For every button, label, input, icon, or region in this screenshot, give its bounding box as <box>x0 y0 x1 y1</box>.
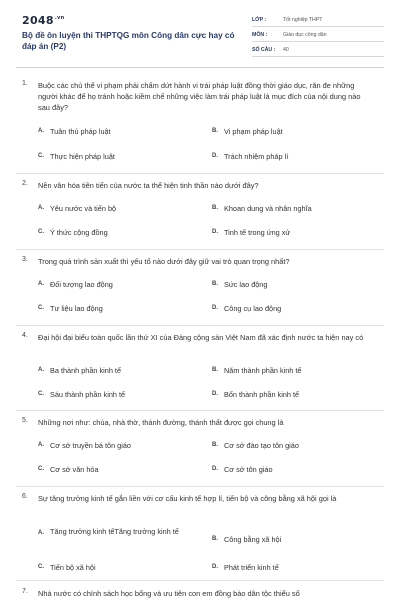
page-header <box>0 0 400 64</box>
option-b[interactable]: B. Sức lao động <box>212 280 268 289</box>
option-b[interactable]: B. Vi phạm pháp luật <box>212 127 283 136</box>
option-a[interactable]: A. Tuân thủ pháp luật <box>38 127 111 136</box>
question-text: Sự tăng trưởng kinh tế gắn liền với cơ cấu kinh tế hợp lí, tiến bộ và công bằng xã hội gọi là <box>38 494 337 503</box>
meta-question-count: SỐ CÂU : 40 <box>252 44 384 57</box>
option-a[interactable]: A. Yêu nước và tiến bộ <box>38 204 117 213</box>
option-a[interactable]: A. Cơ sở truyền bá tôn giáo <box>38 441 131 450</box>
option-c[interactable]: C. Sáu thành phần kinh tế <box>38 390 126 399</box>
question-divider <box>16 173 384 174</box>
header-divider <box>16 67 384 68</box>
option-d[interactable]: D. Bốn thành phần kinh tế <box>212 390 300 399</box>
document-meta <box>252 14 384 59</box>
meta-subject: MÔN : Giáo dục công dân <box>252 29 384 42</box>
option-a[interactable]: A. Ba thành phần kinh tế <box>38 366 121 375</box>
option-d[interactable]: D. Tinh tế trong ứng xử <box>212 228 291 237</box>
question-divider <box>16 325 384 326</box>
option-d[interactable]: D. Công cụ lao động <box>212 304 282 313</box>
question-divider <box>16 486 384 487</box>
question-divider <box>16 580 384 581</box>
question-divider <box>16 249 384 250</box>
question-text: Trong quá trình sản xuất thì yếu tố nào dưới đây giữ vai trò quan trọng nhất? <box>38 257 290 266</box>
option-d[interactable]: D. Cơ sở tôn giáo <box>212 465 273 474</box>
option-a[interactable]: A. Đối tượng lao động <box>38 280 113 289</box>
question-text: Buộc các chủ thể vi phạm phải chấm dứt hành vi trái pháp luật đồng thời giáo dục, răn đe những người khác để họ tránh hoặc kiềm chế những việc làm trái pháp luật là mục đích của nội dung nào sau đây? <box>38 81 361 112</box>
option-d[interactable]: D. Trách nhiệm pháp lí <box>212 152 289 161</box>
question-text: Đại hội đại biểu toàn quốc lần thứ XI của Đảng cộng sản Việt Nam đã xác định nước ta hiện nay có <box>38 333 364 342</box>
document-page: $2048^{.vn}$ Bộ đề ôn luyện thi THPTQG môn Công dân cực hay có đáp án (P2) LỚP : Tốt nghiệp THPT MÔN : Giáo dục công dân SỐ CÂU : 40 1. Buộc các chủ thể vi phạm phải chấm dứt hành vi trái pháp luật đồng thời giáo dục, răn đe những người khác để họ tránh hoặc kiềm chế những việc làm trái pháp luật là mục đích của nội dung nào sau đây? A. Tuân thủ pháp luật B. Vi phạm pháp luật C. Thực hiện pháp luật D. Trách nhiệm pháp lí 2. Nền văn hóa tiên tiến của nước ta thể hiện tinh thần nào dưới đây? A. Yêu nước và tiến bộ B. Khoan dung và nhân nghĩa C. Ý thức cộng đồng D. Tinh tế trong ứng xử 3. Trong quá trình sản xuất thì yếu tố nào dưới đây giữ vai trò quan trọng nhất? A. Đối tượng lao động B. Sức lao động C. Tư liệu lao động D. Công cụ lao động 4. Đại hội đại biểu toàn quốc lần thứ XI của Đảng cộng sản Việt Nam đã xác định nước ta hiện nay có A. Ba thành phần kinh tế B. Năm thành phần kinh tế C. Sáu thành phần kinh tế D. Bốn thành phần kinh tế 5. Những nơi như: chùa, nhà thờ, thánh đường, thánh thất được gọi chung là A. Cơ sở truyền bá tôn giáo B. Cơ sở đào tạo tôn giáo C. Cơ sở văn hóa D. Cơ sở tôn giáo 6. Sự tăng trưởng kinh tế gắn liền với cơ cấu kinh tế hợp lí, tiến bộ và công bằng xã hội gọi là A. Tăng trưởng kinh tếTăng trưởng kinh tế B. Công bằng xã hội C. Tiến bộ xã hội D. Phát triển kinh tế 7. Nhà nước có chính sách học bổng và ưu tiên con em đồng bào dân tộc thiểu số <box>0 0 400 600</box>
question-text: Nhà nước có chính sách học bổng và ưu tiên con em đồng bào dân tộc thiểu số <box>38 589 300 598</box>
option-c[interactable]: C. Ý thức cộng đồng <box>38 228 108 237</box>
option-b[interactable]: B. Năm thành phần kinh tế <box>212 366 302 375</box>
document-title: Bộ đề ôn luyện thi THPTQG môn Công dân cực hay có đáp án (P2) <box>22 31 235 51</box>
question-divider <box>16 410 384 411</box>
question-text: Những nơi như: chùa, nhà thờ, thánh đường, thánh thất được gọi chung là <box>38 418 284 427</box>
option-d[interactable]: D. Phát triển kinh tế <box>212 563 279 572</box>
option-b[interactable]: B. Khoan dung và nhân nghĩa <box>212 204 312 213</box>
option-a[interactable]: A. Tăng trưởng kinh tếTăng trưởng kinh tế <box>38 527 179 536</box>
question-text: Nền văn hóa tiên tiến của nước ta thể hiện tinh thần nào dưới đây? <box>38 181 259 190</box>
option-b[interactable]: B. Công bằng xã hội <box>212 535 282 544</box>
option-c[interactable]: C. Thực hiện pháp luật <box>38 152 115 161</box>
option-c[interactable]: C. Tiến bộ xã hội <box>38 563 96 572</box>
site-logo[interactable]: $2048^{.vn}$ <box>22 14 65 27</box>
meta-class: LỚP : Tốt nghiệp THPT <box>252 14 384 27</box>
option-b[interactable]: B. Cơ sở đào tạo tôn giáo <box>212 441 299 450</box>
option-c[interactable]: C. Cơ sở văn hóa <box>38 465 99 474</box>
option-c[interactable]: C. Tư liệu lao động <box>38 304 103 313</box>
